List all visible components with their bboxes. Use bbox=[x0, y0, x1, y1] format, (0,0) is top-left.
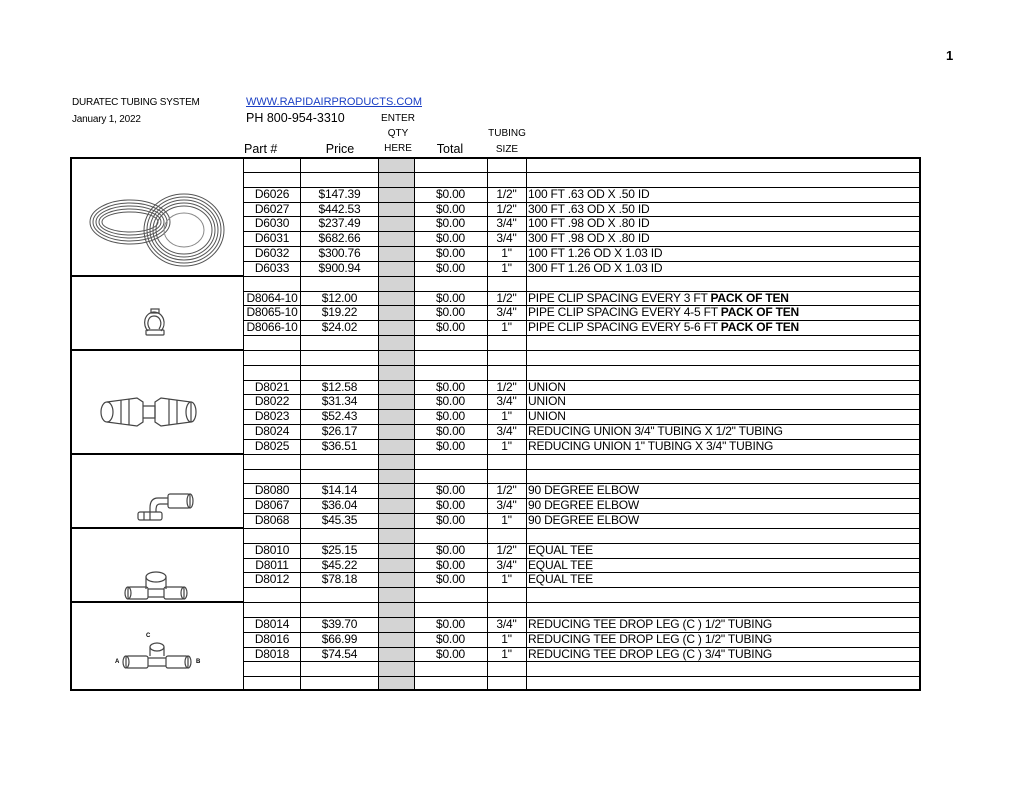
size-cell: 1/2" bbox=[496, 379, 517, 394]
price-cell: $12.58 bbox=[321, 379, 358, 394]
description-text: REDUCING UNION 1" TUBING X 3/4" TUBING bbox=[528, 438, 774, 453]
total-cell: $0.00 bbox=[435, 246, 466, 260]
description-cell bbox=[528, 202, 918, 217]
row-divider bbox=[243, 350, 921, 351]
total-cell: $0.00 bbox=[435, 216, 466, 231]
part-number-cell: D8010 bbox=[254, 542, 290, 557]
description-text: REDUCING UNION 3/4" TUBING X 1/2" TUBING bbox=[528, 424, 783, 438]
price-cell: $900.94 bbox=[318, 260, 361, 275]
size-cell: 3/4" bbox=[496, 231, 517, 246]
description-text: 300 FT .98 OD X .80 ID bbox=[528, 231, 650, 246]
size-cell: 3/4" bbox=[496, 394, 517, 409]
qty-label: QTY bbox=[387, 128, 409, 139]
price-cell: $45.22 bbox=[321, 557, 358, 572]
description-cell bbox=[528, 409, 918, 424]
price-cell: $237.49 bbox=[318, 216, 361, 231]
size-cell: 1" bbox=[501, 246, 512, 260]
group-separator bbox=[70, 527, 244, 529]
enter-label: ENTER bbox=[381, 113, 415, 124]
part-number-cell: D8066-10 bbox=[246, 320, 298, 335]
row-divider bbox=[243, 528, 921, 529]
union-fitting-icon bbox=[99, 392, 197, 432]
description-text: EQUAL TEE bbox=[528, 572, 593, 587]
reducing-tee-label-c: C bbox=[146, 633, 151, 639]
description-text: 100 FT .63 OD X .50 ID bbox=[528, 186, 650, 201]
description-cell bbox=[528, 498, 918, 513]
website-link[interactable]: WWW.RAPIDAIRPRODUCTS.COM bbox=[246, 96, 422, 108]
description-cell bbox=[528, 513, 918, 528]
description-text: UNION bbox=[528, 379, 566, 394]
price-cell: $25.15 bbox=[321, 542, 358, 557]
price-cell: $36.04 bbox=[321, 498, 358, 513]
price-cell: $12.00 bbox=[321, 290, 358, 305]
price-cell: $31.34 bbox=[321, 394, 358, 409]
total-cell: $0.00 bbox=[435, 572, 466, 587]
price-cell: $26.17 bbox=[321, 424, 358, 438]
coiled-tubing-icon bbox=[86, 178, 234, 278]
description-cell bbox=[528, 231, 918, 246]
description-text: 90 DEGREE ELBOW bbox=[528, 498, 640, 513]
price-list-date: January 1, 2022 bbox=[72, 114, 141, 125]
total-cell: $0.00 bbox=[435, 305, 466, 320]
description-text: 100 FT 1.26 OD X 1.03 ID bbox=[528, 246, 663, 260]
total-cell: $0.00 bbox=[435, 542, 466, 557]
part-number-cell: D8022 bbox=[254, 394, 290, 409]
size-cell: 1" bbox=[501, 409, 512, 424]
size-cell: 1/2" bbox=[496, 542, 517, 557]
size-cell: 1" bbox=[501, 646, 512, 661]
size-cell: 3/4" bbox=[496, 557, 517, 572]
part-number-cell: D8065-10 bbox=[246, 305, 298, 320]
pack-note: PACK OF TEN bbox=[720, 305, 800, 320]
size-cell: 3/4" bbox=[496, 424, 517, 438]
description-cell bbox=[528, 543, 918, 558]
part-number-cell: D8011 bbox=[255, 557, 289, 572]
size-label: SIZE bbox=[495, 144, 519, 155]
size-cell: 3/4" bbox=[496, 216, 517, 231]
size-cell: 1/2" bbox=[496, 201, 517, 216]
description-text: UNION bbox=[528, 409, 566, 424]
description-cell bbox=[528, 187, 918, 202]
size-cell: 1" bbox=[501, 513, 512, 527]
part-number-cell: D8023 bbox=[254, 409, 290, 424]
description-text: 300 FT .63 OD X .50 ID bbox=[528, 201, 650, 216]
part-number-cell: D8068 bbox=[254, 513, 290, 527]
price-cell: $24.02 bbox=[321, 320, 358, 335]
description-text: 100 FT .98 OD X .80 ID bbox=[528, 216, 650, 231]
price-cell: $19.22 bbox=[321, 305, 358, 320]
equal-tee-icon bbox=[124, 569, 188, 609]
part-number-cell: D8016 bbox=[254, 631, 290, 646]
page-number: 1 bbox=[946, 48, 954, 63]
total-cell: $0.00 bbox=[435, 631, 466, 646]
description-cell bbox=[528, 305, 918, 320]
description-text: EQUAL TEE bbox=[528, 557, 593, 572]
part-number-cell: D6030 bbox=[254, 216, 290, 231]
total-cell: $0.00 bbox=[435, 201, 466, 216]
total-cell: $0.00 bbox=[435, 646, 466, 661]
price-cell: $300.76 bbox=[318, 246, 361, 260]
description-text: UNION bbox=[528, 394, 566, 409]
size-cell: 1" bbox=[501, 260, 512, 275]
total-cell: $0.00 bbox=[435, 438, 466, 453]
price-cell: $45.35 bbox=[321, 513, 358, 527]
description-text: PIPE CLIP SPACING EVERY 4-5 FT bbox=[528, 305, 718, 320]
description-cell bbox=[528, 617, 918, 632]
price-column-header: Price bbox=[325, 142, 355, 156]
size-cell: 1/2" bbox=[496, 483, 517, 498]
description-cell bbox=[528, 424, 918, 439]
row-divider bbox=[243, 587, 921, 588]
size-cell: 3/4" bbox=[496, 616, 517, 631]
row-divider bbox=[243, 676, 921, 677]
description-cell bbox=[528, 246, 918, 261]
row-divider bbox=[243, 661, 921, 662]
total-cell: $0.00 bbox=[435, 379, 466, 394]
total-cell: $0.00 bbox=[435, 231, 466, 246]
row-divider bbox=[243, 602, 921, 603]
pack-note: PACK OF TEN bbox=[710, 290, 789, 305]
part-number-cell: D6026 bbox=[254, 186, 290, 201]
price-cell: $36.51 bbox=[321, 438, 358, 453]
total-cell: $0.00 bbox=[435, 513, 466, 527]
part-number-cell: D8018 bbox=[254, 646, 290, 661]
price-cell: $14.14 bbox=[321, 483, 358, 498]
company-name: DURATEC TUBING SYSTEM bbox=[72, 97, 200, 108]
price-cell: $66.99 bbox=[321, 631, 358, 646]
total-cell: $0.00 bbox=[435, 557, 466, 572]
here-label: HERE bbox=[384, 143, 412, 154]
total-cell: $0.00 bbox=[435, 616, 466, 631]
total-cell: $0.00 bbox=[435, 394, 466, 409]
size-cell: 3/4" bbox=[496, 305, 517, 320]
size-cell: 1" bbox=[501, 572, 512, 587]
description-cell bbox=[528, 632, 918, 647]
description-text: REDUCING TEE DROP LEG (C ) 1/2" TUBING bbox=[528, 631, 773, 646]
price-cell: $78.18 bbox=[321, 572, 358, 587]
row-divider bbox=[243, 469, 921, 470]
part-number-cell: D8021 bbox=[254, 379, 290, 394]
part-number-cell: D8064-10 bbox=[246, 290, 298, 305]
description-cell bbox=[528, 394, 918, 409]
part-number-cell: D8012 bbox=[254, 572, 290, 587]
description-cell bbox=[528, 483, 918, 498]
part-number-cell: D8025 bbox=[254, 438, 290, 453]
elbow-fitting-icon bbox=[130, 488, 194, 524]
row-divider bbox=[243, 276, 921, 277]
row-divider bbox=[243, 454, 921, 455]
description-text: PIPE CLIP SPACING EVERY 3 FT bbox=[528, 290, 708, 305]
total-cell: $0.00 bbox=[435, 260, 466, 275]
pipe-clip-icon bbox=[140, 307, 170, 339]
description-text: EQUAL TEE bbox=[528, 542, 593, 557]
price-cell: $682.66 bbox=[318, 231, 361, 246]
price-cell: $442.53 bbox=[318, 201, 361, 216]
part-number-cell: D6033 bbox=[254, 260, 290, 275]
part-number-cell: D6031 bbox=[254, 231, 290, 246]
reducing-tee-icon bbox=[122, 642, 192, 676]
size-cell: 3/4" bbox=[496, 498, 517, 513]
size-cell: 1/2" bbox=[496, 290, 517, 305]
group-separator bbox=[70, 349, 244, 351]
description-text: REDUCING TEE DROP LEG (C ) 3/4" TUBING bbox=[528, 646, 773, 661]
description-cell bbox=[528, 216, 918, 231]
row-divider bbox=[243, 172, 921, 173]
part-number-cell: D8014 bbox=[254, 616, 290, 631]
price-cell: $74.54 bbox=[321, 646, 358, 661]
part-number-cell: D8067 bbox=[254, 498, 290, 513]
description-cell bbox=[528, 558, 918, 573]
description-cell bbox=[528, 439, 918, 454]
size-cell: 1" bbox=[501, 438, 512, 453]
total-column-header: Total bbox=[436, 142, 464, 156]
description-cell bbox=[528, 320, 918, 335]
part-number-cell: D6032 bbox=[254, 246, 290, 260]
total-cell: $0.00 bbox=[435, 409, 466, 424]
reducing-tee-label-b: B bbox=[196, 659, 201, 665]
total-cell: $0.00 bbox=[435, 320, 466, 335]
part-number-cell: D8024 bbox=[254, 424, 290, 438]
description-cell bbox=[528, 572, 918, 587]
total-cell: $0.00 bbox=[435, 483, 466, 498]
total-cell: $0.00 bbox=[435, 186, 466, 201]
description-cell bbox=[528, 261, 918, 276]
part-column-header: Part # bbox=[244, 142, 278, 156]
price-cell: $147.39 bbox=[318, 186, 361, 201]
size-cell: 1/2" bbox=[496, 186, 517, 201]
description-text: REDUCING TEE DROP LEG (C ) 1/2" TUBING bbox=[528, 616, 773, 631]
row-divider bbox=[243, 335, 921, 336]
price-cell: $52.43 bbox=[321, 409, 358, 424]
phone-number: PH 800-954-3310 bbox=[246, 111, 345, 125]
description-text: 90 DEGREE ELBOW bbox=[528, 513, 640, 527]
description-cell bbox=[528, 291, 918, 306]
description-text: PIPE CLIP SPACING EVERY 5-6 FT bbox=[528, 320, 718, 335]
reducing-tee-label-a: A bbox=[115, 659, 120, 665]
pack-note: PACK OF TEN bbox=[720, 320, 800, 335]
total-cell: $0.00 bbox=[435, 290, 466, 305]
total-cell: $0.00 bbox=[435, 424, 466, 438]
size-cell: 1" bbox=[501, 631, 512, 646]
description-cell bbox=[528, 647, 918, 662]
size-cell: 1" bbox=[501, 320, 512, 335]
tubing-label: TUBING bbox=[488, 128, 526, 139]
part-number-cell: D8080 bbox=[254, 483, 290, 498]
description-cell bbox=[528, 380, 918, 395]
total-cell: $0.00 bbox=[435, 498, 466, 513]
description-text: 90 DEGREE ELBOW bbox=[528, 483, 640, 498]
part-number-cell: D6027 bbox=[254, 201, 290, 216]
price-cell: $39.70 bbox=[321, 616, 358, 631]
group-separator bbox=[70, 453, 244, 455]
row-divider bbox=[243, 365, 921, 366]
description-text: 300 FT 1.26 OD X 1.03 ID bbox=[528, 260, 663, 275]
